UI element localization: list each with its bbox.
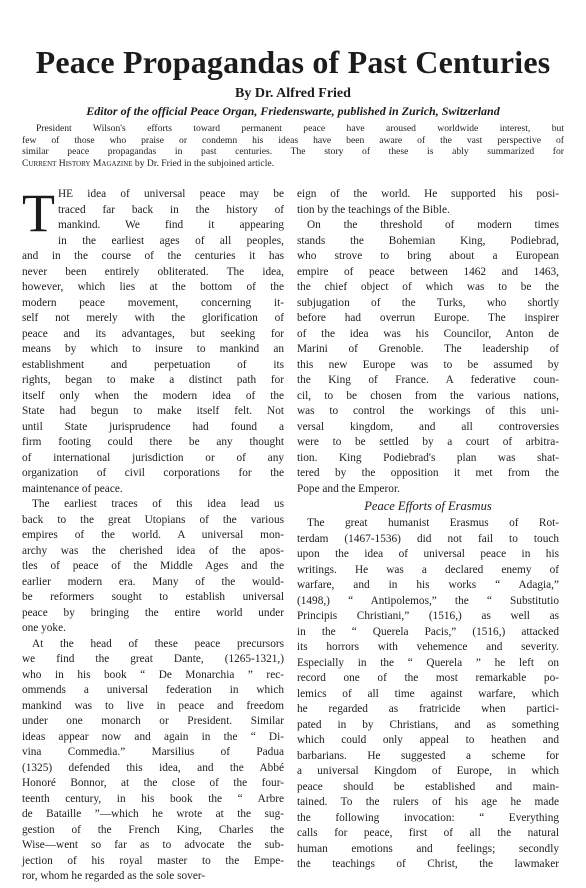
text-line: however, which lies at the bottom of the (22, 281, 284, 293)
text-line: archy was the cherished idea of the apos- (22, 544, 284, 557)
text-line: human emotions and feelings; secondly (297, 842, 559, 855)
text-line: one yoke. (22, 622, 66, 634)
text-line: cil, to be chosen from the various nations, (297, 389, 559, 402)
text-line: peace should be established and main- (297, 780, 559, 793)
text-line: ideas appear now and again in the “ Di- (22, 730, 284, 743)
text-line: eign of the world. He supported his posi- (297, 188, 559, 200)
text-line: empire of peace between 1462 and 1463, (297, 265, 559, 278)
text-line: peace and its advantages, but seeking for (22, 327, 284, 340)
text-line: Wise—went so far as to advocate the sub- (22, 839, 284, 851)
text-line: the King of France. A federative coun- (297, 374, 559, 386)
text-line: and in the course of the centuries it has (22, 250, 284, 262)
article-byline: By Dr. Alfred Fried (235, 86, 351, 101)
text-line: under one monarch or President. Similar (22, 715, 284, 727)
text-line: stands the Bohemian King, Podiebrad, (297, 234, 559, 247)
text-line: itself only when the modern idea of the (22, 389, 284, 402)
text-line: The earliest traces of this idea lead us (32, 498, 284, 510)
text-line: tered by the opposition it met from the (297, 467, 559, 479)
text-line: who in his book “ De Monarchia ” rec- (22, 668, 284, 681)
text-line: until State jurisprudence had found a (22, 420, 284, 433)
text-line: before had overrun Europe. The inspirer (297, 312, 559, 324)
text-line: establishment and perpetuation of its (22, 358, 284, 371)
text-line: organization of civil corporations for the (22, 467, 284, 479)
text-line: he regarded as fratricide when partici- (297, 703, 559, 715)
text-line: Pope and the Emperor. (297, 482, 400, 495)
text-line: mankind was to live in peace and freedom (22, 699, 284, 712)
text-line: tion. King Podiebrad's plan was shat- (297, 451, 559, 464)
text-line: its horrors with vehemence and severity. (297, 641, 559, 653)
right-column (297, 187, 559, 873)
text-line: On the threshold of modern times (307, 219, 559, 231)
text-line: Especially in the “ Querela ” he left on (297, 656, 559, 669)
text-line: the teachings of Christ, the lawmaker (297, 858, 559, 870)
text-line: (1498,) “ Antipolemos,” the “ Substitutio (297, 594, 559, 607)
article-title: Peace Propagandas of Past Centuries (35, 44, 551, 80)
text-line: pated in by Christians, and as something (297, 718, 559, 731)
text-line: were to be settled by a court of arbitra- (297, 436, 559, 448)
text-line: of the idea was his Councilor, Anton de (297, 327, 559, 340)
text-line: upon the idea of universal peace in his (297, 548, 559, 560)
text-line: which could only appeal to heathen and (297, 734, 559, 746)
text-line: in the earliest ages of all peoples, (58, 234, 284, 247)
text-line: jection of his royal master to the Empe- (22, 854, 284, 867)
text-line: versal kingdom, and all controversies (297, 420, 559, 433)
text-line: tained. To the rulers of his age he made (297, 796, 559, 808)
text-line: Marini of Grenoble. The leadership of (297, 343, 559, 355)
text-line: de Bataille ”—which he wrote at the sug- (22, 808, 284, 820)
text-line: modern peace movement, concerning it- (22, 296, 284, 309)
text-line: rights, began to make a distinct path for (22, 374, 284, 386)
drop-cap: T (22, 183, 55, 243)
right-column-part-one (297, 187, 559, 497)
text-line: was to control the workings of this uni- (297, 405, 559, 417)
author-credentials: Editor of the official Peace Organ, Friedenswarte, published in Zurich, Switzerland (86, 104, 500, 118)
text-line: record one of the most remarkable po- (297, 672, 559, 684)
intro-line: similar peace propagandas in past centuries. The story of these is ably summarized for (22, 146, 564, 158)
text-line: HE idea of universal peace may be (58, 188, 284, 200)
editorial-intro (22, 123, 564, 169)
text-line: subjugation of the Turks, who shortly (297, 296, 559, 309)
text-line: gestion of the French King, Charles the (22, 823, 284, 836)
intro-line (22, 158, 564, 170)
text-line: back to the great Utopians of the various (22, 513, 284, 526)
text-line: writings. He was a declared enemy of (297, 563, 559, 576)
text-line: The great humanist Erasmus of Rot- (307, 517, 559, 529)
text-line: this new Europe was to be assumed by (297, 358, 559, 371)
intro-line-rest: by Dr. Fried in the subjoined article. (132, 157, 275, 169)
text-line: means by which to insure to mankind an (22, 343, 284, 355)
text-line: calls for peace, first of all the natural (297, 827, 559, 839)
text-line: a universal Kingdom of Europe, in which (297, 765, 559, 777)
text-line: traced far back in the history of (58, 203, 284, 216)
right-column-part-two (297, 516, 559, 873)
text-line: in the “ Querela Pacis,” (1516,) attacked (297, 625, 559, 638)
text-line: ror, whom he regarded as the sole sover- (22, 870, 206, 882)
text-line: terdam (1467-1536) did not fail to touch (297, 532, 559, 545)
text-line: earlier modern era. Many of the would- (22, 575, 284, 588)
text-line: peace by bringing the entire world under (22, 606, 284, 619)
section-subheading: Peace Efforts of Erasmus (364, 499, 492, 513)
text-line: empires of the world. A universal mon- (22, 529, 284, 541)
text-line: the chief object of which was to be the (297, 281, 559, 293)
text-line: teenth century, in his book the “ Arbre (22, 792, 284, 805)
text-line: the following invocation: “ Everything (297, 811, 559, 824)
text-line: tion by the teachings of the Bible. (297, 203, 450, 216)
text-line: maintenance of peace. (22, 482, 123, 495)
text-line: we find the great Dante, (1265-1321,) (22, 653, 284, 665)
text-line: barbarians. He suggested a scheme for (297, 749, 559, 762)
text-line: (1325) defended this idea, and the Abbé (22, 761, 284, 774)
text-line: Principis Christiani,” (1516,) as well as (297, 610, 559, 622)
text-line: be reformers sought to establish universal (22, 591, 284, 603)
text-line: ommends a universal federation in which (22, 684, 284, 696)
text-line: tles of peace of the Middle Ages and the (22, 560, 284, 572)
text-line: lemics of all time against warfare, which (297, 687, 559, 700)
text-line: self not merely with the glorification of (22, 312, 284, 324)
text-line: State had begun to make itself felt. Not (22, 405, 284, 417)
text-line: vina Commedia.” Marsilius of Padua (22, 746, 284, 758)
text-line: of international jurisdiction or of any (22, 451, 284, 464)
intro-line: President Wilson's efforts toward permanent peace have aroused worldwide interest, but (36, 123, 564, 134)
text-line: firm footing could there be any thought (22, 436, 284, 448)
left-column (22, 183, 284, 885)
text-line: never been entirely obliterated. The idea, (22, 265, 284, 278)
text-line: who strove to bring about a European (297, 250, 559, 262)
intro-line: few of those who praise or condemn his ideas have been aware of the vast perspective of (22, 134, 564, 146)
text-line: mankind. We find it appearing (58, 219, 284, 231)
text-line: Honoré Bonnor, at the close of the four- (22, 777, 284, 789)
magazine-name: Current History Magazine (22, 157, 133, 169)
text-line: At the head of these peace precursors (32, 637, 284, 650)
text-line: warfare, and in his works “ Adagia,” (297, 579, 559, 591)
